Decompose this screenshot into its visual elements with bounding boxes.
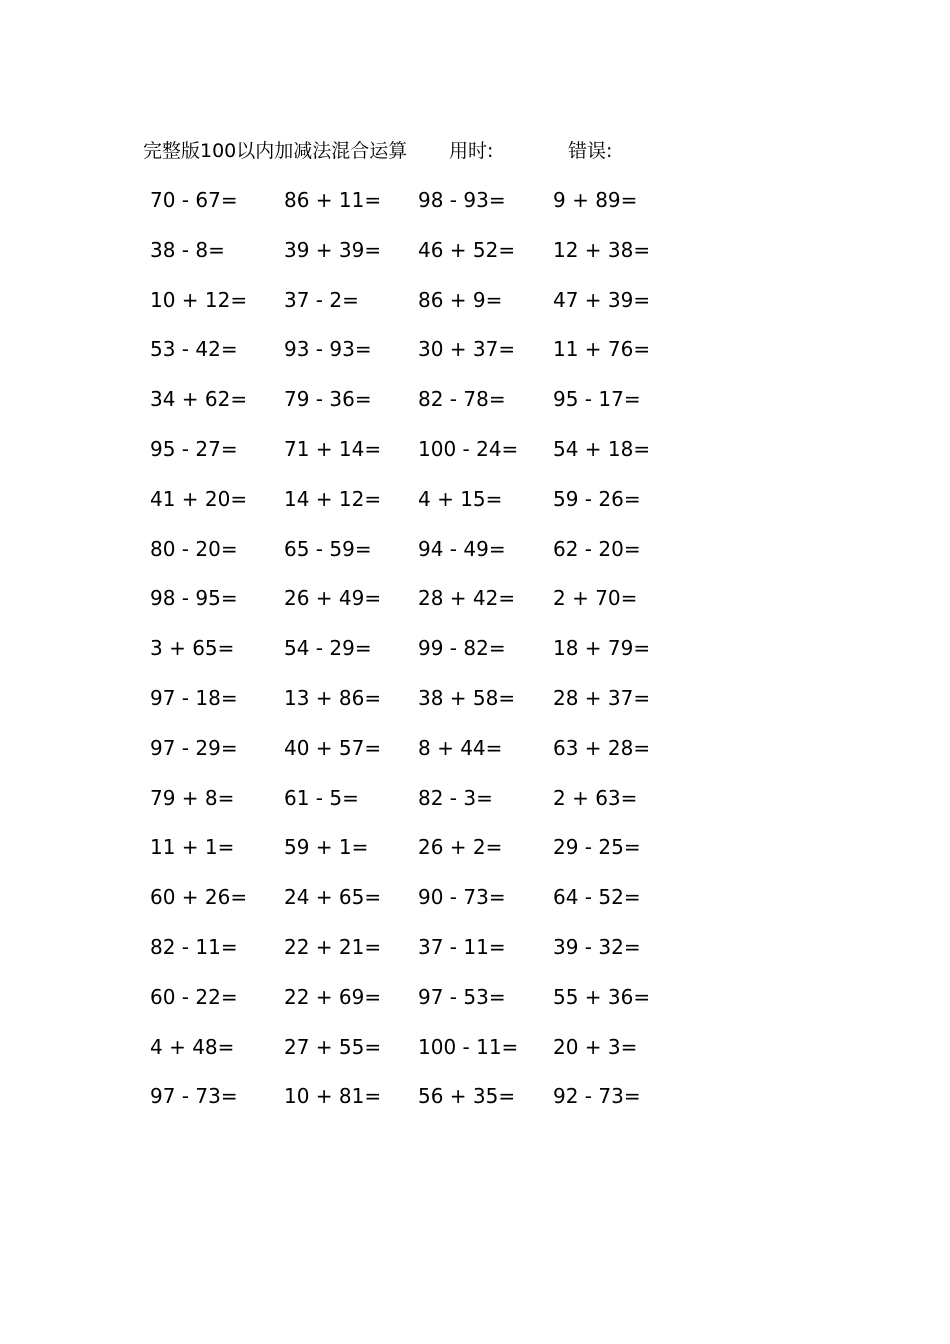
problem-item: 37 - 2= xyxy=(284,287,359,312)
problem-item: 95 - 27= xyxy=(150,436,238,461)
problem-item: 60 - 22= xyxy=(150,984,238,1009)
error-label: 错误: xyxy=(568,140,613,162)
problem-item: 53 - 42= xyxy=(150,337,238,362)
problem-item: 46 + 52= xyxy=(418,237,516,262)
time-label: 用时: xyxy=(449,140,494,162)
problem-item: 54 - 29= xyxy=(284,636,372,661)
problem-item: 98 - 93= xyxy=(418,188,506,212)
problem-item: 59 + 1= xyxy=(284,835,369,860)
problem-row xyxy=(0,185,950,235)
problem-row xyxy=(0,583,950,633)
problem-row xyxy=(0,434,950,484)
problem-row xyxy=(0,285,950,335)
problem-item: 9 + 89= xyxy=(553,188,638,212)
problem-item: 2 + 70= xyxy=(553,586,638,611)
problem-item: 100 - 11= xyxy=(418,1034,519,1059)
problem-item: 28 + 42= xyxy=(418,586,516,611)
problem-row xyxy=(0,633,950,683)
problem-item: 92 - 73= xyxy=(553,1084,641,1109)
problem-item: 62 - 20= xyxy=(553,536,641,561)
problem-row xyxy=(0,235,950,285)
problem-item: 93 - 93= xyxy=(284,337,372,362)
problem-item: 4 + 15= xyxy=(418,486,503,511)
problem-item: 82 - 11= xyxy=(150,934,238,959)
worksheet-header xyxy=(0,136,950,166)
problem-item: 86 + 9= xyxy=(418,287,503,312)
problem-item: 82 - 3= xyxy=(418,785,493,810)
problem-row xyxy=(0,1032,950,1082)
problem-item: 28 + 37= xyxy=(553,685,651,710)
problem-item: 95 - 17= xyxy=(553,387,641,412)
problem-item: 13 + 86= xyxy=(284,685,382,710)
problem-row xyxy=(0,484,950,534)
problem-item: 79 - 36= xyxy=(284,387,372,412)
problem-row xyxy=(0,932,950,982)
problem-item: 11 + 76= xyxy=(553,337,651,362)
problem-item: 3 + 65= xyxy=(150,636,235,661)
problem-row xyxy=(0,384,950,434)
problem-row xyxy=(0,334,950,384)
problem-item: 39 + 39= xyxy=(284,237,382,262)
problem-item: 38 - 8= xyxy=(150,237,225,262)
problem-row xyxy=(0,882,950,932)
problem-item: 97 - 29= xyxy=(150,735,238,760)
problem-item: 26 + 2= xyxy=(418,835,503,860)
problem-item: 100 - 24= xyxy=(418,436,519,461)
problem-item: 54 + 18= xyxy=(553,436,651,461)
problem-item: 98 - 95= xyxy=(150,586,238,611)
problem-item: 27 + 55= xyxy=(284,1034,382,1059)
problem-item: 86 + 11= xyxy=(284,188,382,212)
problem-item: 26 + 49= xyxy=(284,586,382,611)
problem-item: 56 + 35= xyxy=(418,1084,516,1109)
worksheet-title: 完整版100以内加减法混合运算 xyxy=(143,140,408,162)
problem-item: 22 + 69= xyxy=(284,984,382,1009)
problem-item: 10 + 12= xyxy=(150,287,248,312)
problem-item: 18 + 79= xyxy=(553,636,651,661)
problem-row xyxy=(0,1081,950,1131)
problem-item: 59 - 26= xyxy=(553,486,641,511)
problem-item: 30 + 37= xyxy=(418,337,516,362)
problem-item: 10 + 81= xyxy=(284,1084,382,1109)
problem-item: 4 + 48= xyxy=(150,1034,235,1059)
problem-item: 47 + 39= xyxy=(553,287,651,312)
problem-row xyxy=(0,982,950,1032)
problem-item: 11 + 1= xyxy=(150,835,235,860)
problem-item: 99 - 82= xyxy=(418,636,506,661)
problem-item: 65 - 59= xyxy=(284,536,372,561)
problem-item: 71 + 14= xyxy=(284,436,382,461)
problem-row xyxy=(0,534,950,584)
problem-item: 90 - 73= xyxy=(418,885,506,910)
problem-item: 39 - 32= xyxy=(553,934,641,959)
problem-item: 63 + 28= xyxy=(553,735,651,760)
problem-item: 41 + 20= xyxy=(150,486,248,511)
problem-row xyxy=(0,783,950,833)
problem-item: 24 + 65= xyxy=(284,885,382,910)
problem-grid xyxy=(0,185,950,1131)
problem-item: 14 + 12= xyxy=(284,486,382,511)
problem-row xyxy=(0,733,950,783)
problem-item: 64 - 52= xyxy=(553,885,641,910)
problem-item: 82 - 78= xyxy=(418,387,506,412)
problem-row xyxy=(0,832,950,882)
problem-item: 55 + 36= xyxy=(553,984,651,1009)
problem-item: 40 + 57= xyxy=(284,735,382,760)
problem-item: 37 - 11= xyxy=(418,934,506,959)
problem-item: 97 - 53= xyxy=(418,984,506,1009)
problem-item: 29 - 25= xyxy=(553,835,641,860)
problem-item: 22 + 21= xyxy=(284,934,382,959)
problem-item: 97 - 73= xyxy=(150,1084,238,1109)
problem-item: 60 + 26= xyxy=(150,885,248,910)
problem-item: 2 + 63= xyxy=(553,785,638,810)
problem-item: 8 + 44= xyxy=(418,735,503,760)
problem-item: 80 - 20= xyxy=(150,536,238,561)
problem-item: 97 - 18= xyxy=(150,685,238,710)
problem-item: 79 + 8= xyxy=(150,785,235,810)
problem-item: 12 + 38= xyxy=(553,237,651,262)
problem-item: 34 + 62= xyxy=(150,387,248,412)
problem-item: 38 + 58= xyxy=(418,685,516,710)
problem-item: 61 - 5= xyxy=(284,785,359,810)
problem-item: 20 + 3= xyxy=(553,1034,638,1059)
problem-row xyxy=(0,683,950,733)
problem-item: 70 - 67= xyxy=(150,188,238,212)
problem-item: 94 - 49= xyxy=(418,536,506,561)
